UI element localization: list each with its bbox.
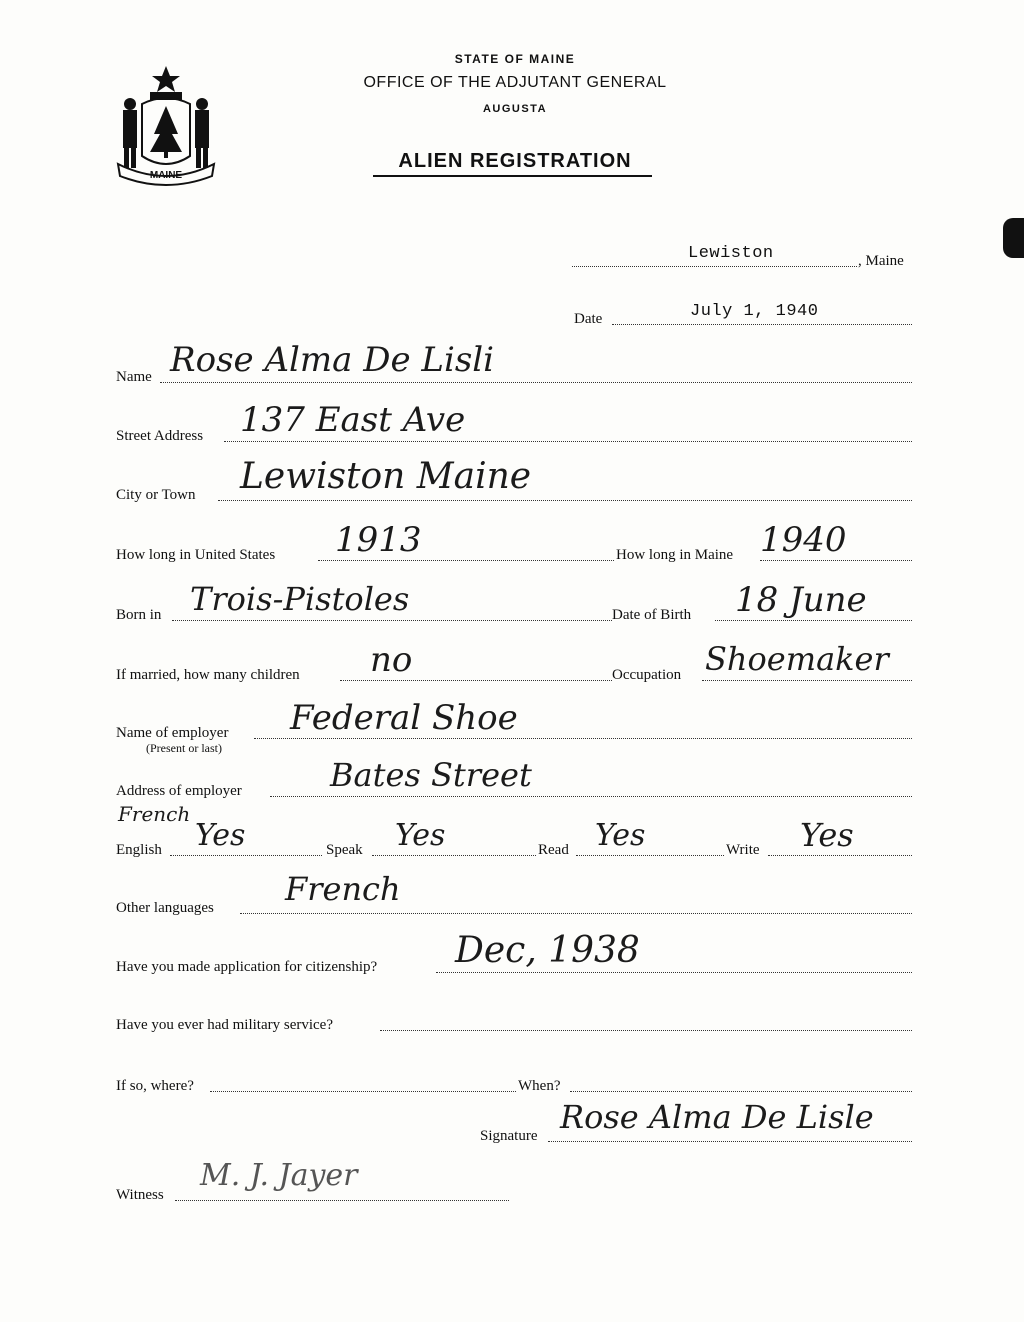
speak-line (372, 855, 536, 856)
when-label: When? (518, 1078, 561, 1094)
write-label: Write (726, 842, 760, 858)
date-line (612, 324, 912, 325)
write-value: Yes (800, 816, 854, 854)
born-in-label: Born in (116, 607, 162, 623)
citizenship-line (436, 972, 912, 973)
witness-line (175, 1200, 509, 1201)
title-underline (373, 175, 652, 177)
witness-value: M. J. Jayer (200, 1158, 358, 1193)
how-long-maine-label: How long in Maine (616, 547, 734, 563)
other-languages-label: Other languages (116, 900, 214, 916)
born-in-value: Trois-Pistoles (190, 580, 410, 618)
date-of-birth-line (715, 620, 912, 621)
office-heading: OFFICE OF THE ADJUTANT GENERAL (363, 74, 667, 91)
speak-value: Yes (395, 818, 446, 853)
employer-line (254, 738, 912, 739)
children-value: no (370, 640, 413, 680)
city-line (218, 500, 912, 501)
read-line (576, 855, 724, 856)
city-heading: AUGUSTA (482, 103, 548, 115)
seal-text: MAINE (149, 170, 183, 181)
signature-line (548, 1141, 912, 1142)
english-line (170, 855, 322, 856)
edge-mark (1003, 218, 1024, 258)
place-suffix: , Maine (858, 253, 904, 269)
place-value: Lewiston (688, 244, 774, 263)
employer-label: Name of employer (116, 725, 229, 741)
occupation-line (702, 680, 912, 681)
date-label: Date (574, 311, 603, 327)
street-line (224, 441, 912, 442)
date-of-birth-value: 18 June (735, 580, 867, 620)
read-label: Read (538, 842, 569, 858)
english-label: English (116, 842, 162, 858)
maine-state-seal (108, 64, 224, 188)
military-line (380, 1030, 912, 1031)
born-in-line (172, 620, 612, 621)
occupation-label: Occupation (612, 667, 682, 683)
how-long-maine-line (760, 560, 912, 561)
name-value: Rose Alma De Lisli (170, 340, 495, 380)
speak-label: Speak (326, 842, 363, 858)
military-label: Have you ever had military service? (116, 1017, 333, 1033)
date-of-birth-label: Date of Birth (612, 607, 692, 623)
other-languages-value: French (285, 870, 401, 908)
city-label: City or Town (116, 487, 196, 503)
state-heading: STATE OF MAINE (454, 52, 576, 66)
children-line (340, 680, 612, 681)
how-long-us-line (318, 560, 614, 561)
name-line (160, 382, 912, 383)
english-value: Yes (195, 818, 246, 853)
citizenship-value: Dec, 1938 (455, 930, 640, 971)
street-value: 137 East Ave (240, 400, 466, 440)
form-title: ALIEN REGISTRATION (398, 150, 632, 172)
signature-value: Rose Alma De Lisle (560, 1098, 874, 1136)
english-annotation: French (118, 802, 191, 826)
employer-sublabel: (Present or last) (146, 741, 222, 755)
how-long-maine-value: 1940 (760, 520, 847, 560)
how-long-us-label: How long in United States (116, 547, 276, 563)
citizenship-label: Have you made application for citizenship? (116, 959, 378, 975)
read-value: Yes (595, 818, 646, 853)
occupation-value: Shoemaker (705, 640, 889, 678)
employer-value: Federal Shoe (290, 698, 518, 738)
employer-address-line (270, 796, 912, 797)
where-line (210, 1091, 516, 1092)
city-value: Lewiston Maine (240, 456, 532, 497)
where-label: If so, where? (116, 1078, 194, 1094)
when-line (570, 1091, 912, 1092)
street-label: Street Address (116, 428, 204, 444)
name-label: Name (116, 369, 152, 385)
write-line (768, 855, 912, 856)
employer-address-label: Address of employer (116, 783, 242, 799)
place-line (572, 266, 857, 267)
how-long-us-value: 1913 (335, 520, 422, 560)
children-label: If married, how many children (116, 667, 300, 683)
witness-label: Witness (116, 1187, 164, 1203)
date-value: July 1, 1940 (690, 302, 819, 321)
signature-label: Signature (480, 1128, 538, 1144)
other-languages-line (240, 913, 912, 914)
employer-address-value: Bates Street (330, 756, 532, 794)
